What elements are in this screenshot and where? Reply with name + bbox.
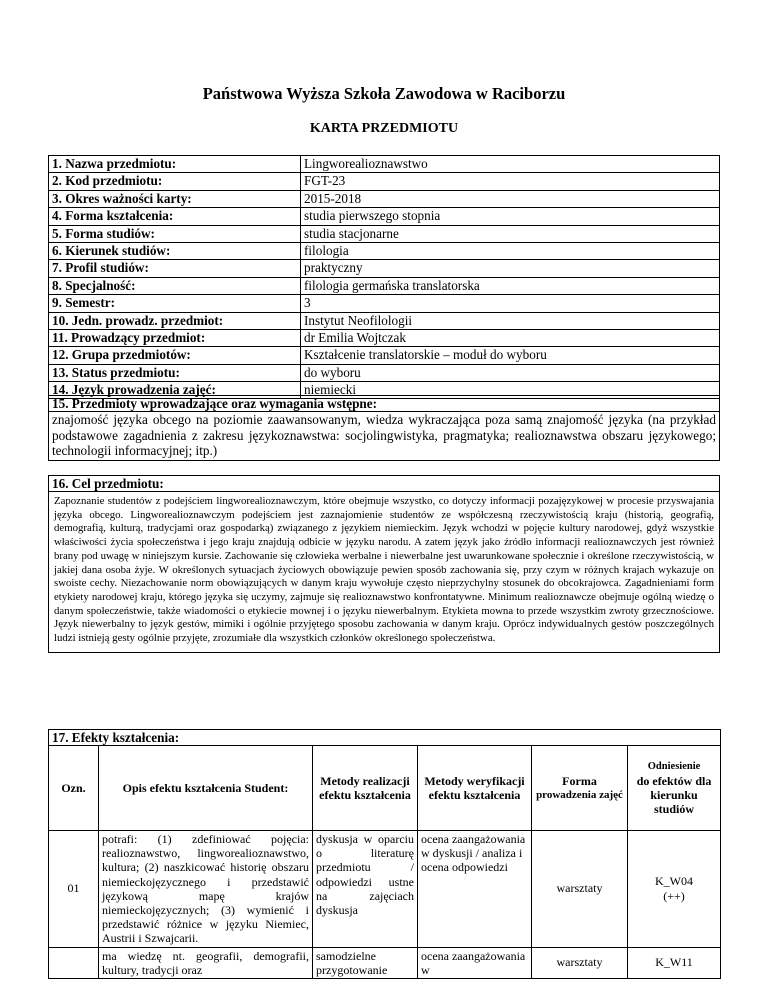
info-row <box>49 312 720 329</box>
outcome-code: 01 <box>49 831 99 948</box>
outcome-method-verification: ocena zaangażowania w dyskusji / analiza i ocena odpowiedzi <box>418 831 532 948</box>
info-row <box>49 173 720 190</box>
info-label: 1. Nazwa przedmiotu: <box>49 156 301 173</box>
outcome-form: warsztaty <box>532 947 628 978</box>
col-forma-sub: prowadzenia zajęć <box>536 789 623 801</box>
info-row <box>49 190 720 207</box>
col-metody-realizacji: Metody realizacji efektu kształcenia <box>313 746 418 831</box>
info-row <box>49 225 720 242</box>
info-value: FGT-23 <box>301 173 720 190</box>
outcome-code <box>49 947 99 978</box>
info-label: 6. Kierunek studiów: <box>49 242 301 259</box>
info-value: 2015-2018 <box>301 190 720 207</box>
prerequisites-section <box>48 395 720 461</box>
info-label: 11. Prowadzący przedmiot: <box>49 329 301 346</box>
col-opis: Opis efektu kształcenia Student: <box>99 746 313 831</box>
info-value: do wyboru <box>301 364 720 381</box>
col-odniesienie <box>628 746 721 831</box>
outcome-description: ma wiedzę nt. geografii, demografii, kultury, tradycji oraz <box>99 947 313 978</box>
outcome-method-realization: samodzielne przygotowanie <box>313 947 418 978</box>
info-value: praktyczny <box>301 260 720 277</box>
info-label: 9. Semestr: <box>49 295 301 312</box>
info-row <box>49 295 720 312</box>
info-label: 8. Specjalność: <box>49 277 301 294</box>
info-label: 5. Forma studiów: <box>49 225 301 242</box>
info-value: filologia germańska translatorska <box>301 277 720 294</box>
outcome-form: warsztaty <box>532 831 628 948</box>
info-label: 13. Status przedmiotu: <box>49 364 301 381</box>
outcome-row <box>49 947 721 978</box>
info-value: dr Emilia Wojtczak <box>301 329 720 346</box>
col-forma-main: Forma <box>562 774 597 788</box>
document-title: KARTA PRZEDMIOTU <box>309 121 459 136</box>
info-label: 3. Okres ważności karty: <box>49 190 301 207</box>
info-row <box>49 347 720 364</box>
outcome-description: potrafi: (1) zdefiniować pojęcia: realioznawstwo, lingworealioznawstwo, kultura; (2) naszkicować historię obszaru niemieckojęzycznego i przedstawić językową mapę krajów niemieckojęzycznych; (3) wymienić i przedstawić różnice w języku Niemiec, Austrii i Szwajcarii. <box>99 831 313 948</box>
outcome-reference <box>628 947 721 978</box>
outcome-reference-mark: (++) <box>663 888 685 903</box>
info-value: Instytut Neofilologii <box>301 312 720 329</box>
info-row <box>49 208 720 225</box>
course-goal-heading: 16. Cel przedmiotu: <box>49 476 719 492</box>
info-value: studia pierwszego stopnia <box>301 208 720 225</box>
col-forma <box>532 746 628 831</box>
info-label: 4. Forma kształcenia: <box>49 208 301 225</box>
outcome-reference <box>628 831 721 948</box>
info-label: 14. Język prowadzenia zajęć: <box>49 382 301 399</box>
info-value: studia stacjonarne <box>301 225 720 242</box>
outcome-reference-code: K_W04 <box>655 873 694 888</box>
outcome-method-verification: ocena zaangażowania w <box>418 947 532 978</box>
outcome-row <box>49 831 721 948</box>
col-metody-weryfikacji: Metody weryfikacji efektu kształcenia <box>418 746 532 831</box>
info-row <box>49 260 720 277</box>
info-value: Lingworealioznawstwo <box>301 156 720 173</box>
info-label: 10. Jedn. prowadz. przedmiot: <box>49 312 301 329</box>
info-row <box>49 364 720 381</box>
prerequisites-text: znajomość języka obcego na poziomie zaawansowanym, wiedza wykraczająca poza samą znajomość języka (na przykład podstawowe zagadnienia z zakresu językoznawstwa: socjolingwistyka, pragmatyka; realioznawstwa obszaru językowego; technologii informacyjnej; itp.) <box>52 412 716 458</box>
learning-outcomes-table <box>48 729 721 979</box>
course-goal-text: Zapoznanie studentów z podejściem lingworealioznawczym, które obejmuje wszystko, co dotyczy informacji pozajęzykowej w procesie przyswajania języka obcego. Lingworealioznawczym podejściem jest zaznajomienie studentów ze współczesną rzeczywistością kraju (historią, geografią, demografią, kulturą, tradycjami oraz gospodarką) związanego z językiem niemieckim. Język wchodzi w pojęcie kultury narodowej, gdyż wszystkie właściwości życia społeczeństwa i jego kraju znajdują odbicie w języku narodu. A zatem język jako źródło informacji realioznawczych jest również brany pod uwagę w niniejszym kursie. Zachowanie się człowieka werbalne i niewerbalne jest uwarunkowane społecznie i określone rzeczywistością, w jakiej dana osoba żyje. W określonych sytuacjach życiowych obowiązuje pewien sposób zachowania się, przy czym w różnych krajach wykazuje on swoiste cechy. Niezachowanie norm obowiązujących w danym kraju wywołuje często nieprzychylny stosunek do obcokrajowca. Zagadnieniami form etykiety narodowej kraju, którego języka się uczymy, zajmuje się realioznawstwo konfrontatywne. Minimum realioznawcze obejmuje ogólną wiedzę o danym społeczeństwie, także wiadomości o etykiecie mownej i o języku niewerbalnym. Etykieta mowna to przede wszystkim zwroty grzecznościowe. Język niewerbalny to język gestów, mimiki i ogólnie przyjętego sposobu zachowania w danym kraju. Oprócz indywidualnych gestów poszczególnych ludzi istnieją gesty ogólnie przyjęte, zrozumiałe dla wszystkich członków określonego społeczeństwa. <box>54 495 714 645</box>
institution-title: Państwowa Wyższa Szkoła Zawodowa w Raciborzu <box>202 84 566 103</box>
col-odniesienie-top: Odniesienie <box>647 761 701 772</box>
info-label: 7. Profil studiów: <box>49 260 301 277</box>
info-label: 12. Grupa przedmiotów: <box>49 347 301 364</box>
course-goal-section <box>48 475 720 653</box>
course-info-table <box>48 155 720 399</box>
info-row <box>49 329 720 346</box>
outcome-reference-code: K_W11 <box>655 955 693 970</box>
col-ozn: Ozn. <box>49 746 99 831</box>
outcomes-heading: 17. Efekty kształcenia: <box>49 730 721 746</box>
col-odniesienie-main: do efektów dla kierunku studiów <box>636 774 712 816</box>
info-value: niemiecki <box>301 382 720 399</box>
info-label: 2. Kod przedmiotu: <box>49 173 301 190</box>
outcome-method-realization: dyskusja w oparciu o literaturę przedmiotu / odpowiedzi ustne na zajęciach dyskusja <box>313 831 418 948</box>
info-row <box>49 277 720 294</box>
info-value: 3 <box>301 295 720 312</box>
prerequisites-heading: 15. Przedmioty wprowadzające oraz wymagania wstępne: <box>49 396 719 412</box>
info-row <box>49 156 720 173</box>
info-value: Kształcenie translatorskie – moduł do wyboru <box>301 347 720 364</box>
info-value: filologia <box>301 242 720 259</box>
info-row <box>49 242 720 259</box>
